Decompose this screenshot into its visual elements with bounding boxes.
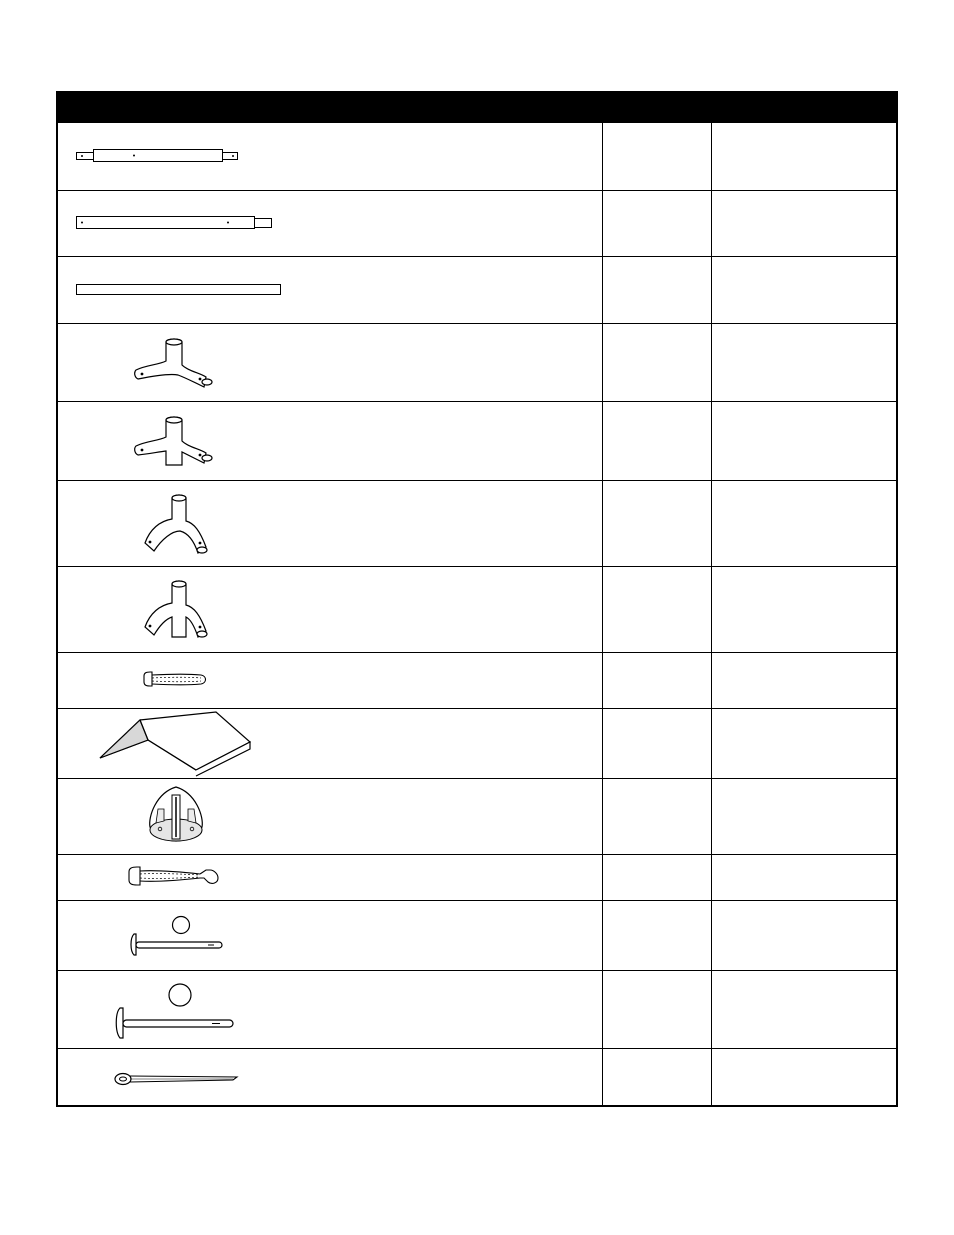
rail-pole-swaged-icon [76, 149, 241, 163]
bungee-cord-icon [143, 671, 209, 689]
corner-fitting-icon [140, 493, 212, 557]
row-divider [58, 652, 896, 653]
column-divider [711, 123, 712, 1105]
row-divider [58, 708, 896, 709]
row-divider [58, 256, 896, 257]
row-divider [58, 323, 896, 324]
stake-small-icon [128, 915, 224, 959]
row-divider [58, 566, 896, 567]
row-divider [58, 778, 896, 779]
row-divider [58, 854, 896, 855]
row-divider [58, 1048, 896, 1049]
row-divider [58, 401, 896, 402]
canopy-top-icon [98, 712, 253, 772]
side-fitting-through-icon [134, 415, 220, 469]
rail-pole-long-icon [76, 216, 274, 230]
table-header [58, 93, 896, 123]
row-divider [58, 480, 896, 481]
stake-large-icon [112, 982, 236, 1042]
row-divider [58, 900, 896, 901]
side-fitting-icon [134, 337, 220, 393]
parts-list-table [56, 91, 898, 1107]
corner-fitting-through-icon [140, 579, 212, 643]
foot-plate-icon [144, 783, 208, 845]
row-divider [58, 970, 896, 971]
cotter-pin-icon [113, 1071, 241, 1087]
plain-pole-icon [76, 284, 284, 296]
column-divider [602, 123, 603, 1105]
row-divider [58, 190, 896, 191]
bungee-hook-icon [128, 866, 224, 888]
